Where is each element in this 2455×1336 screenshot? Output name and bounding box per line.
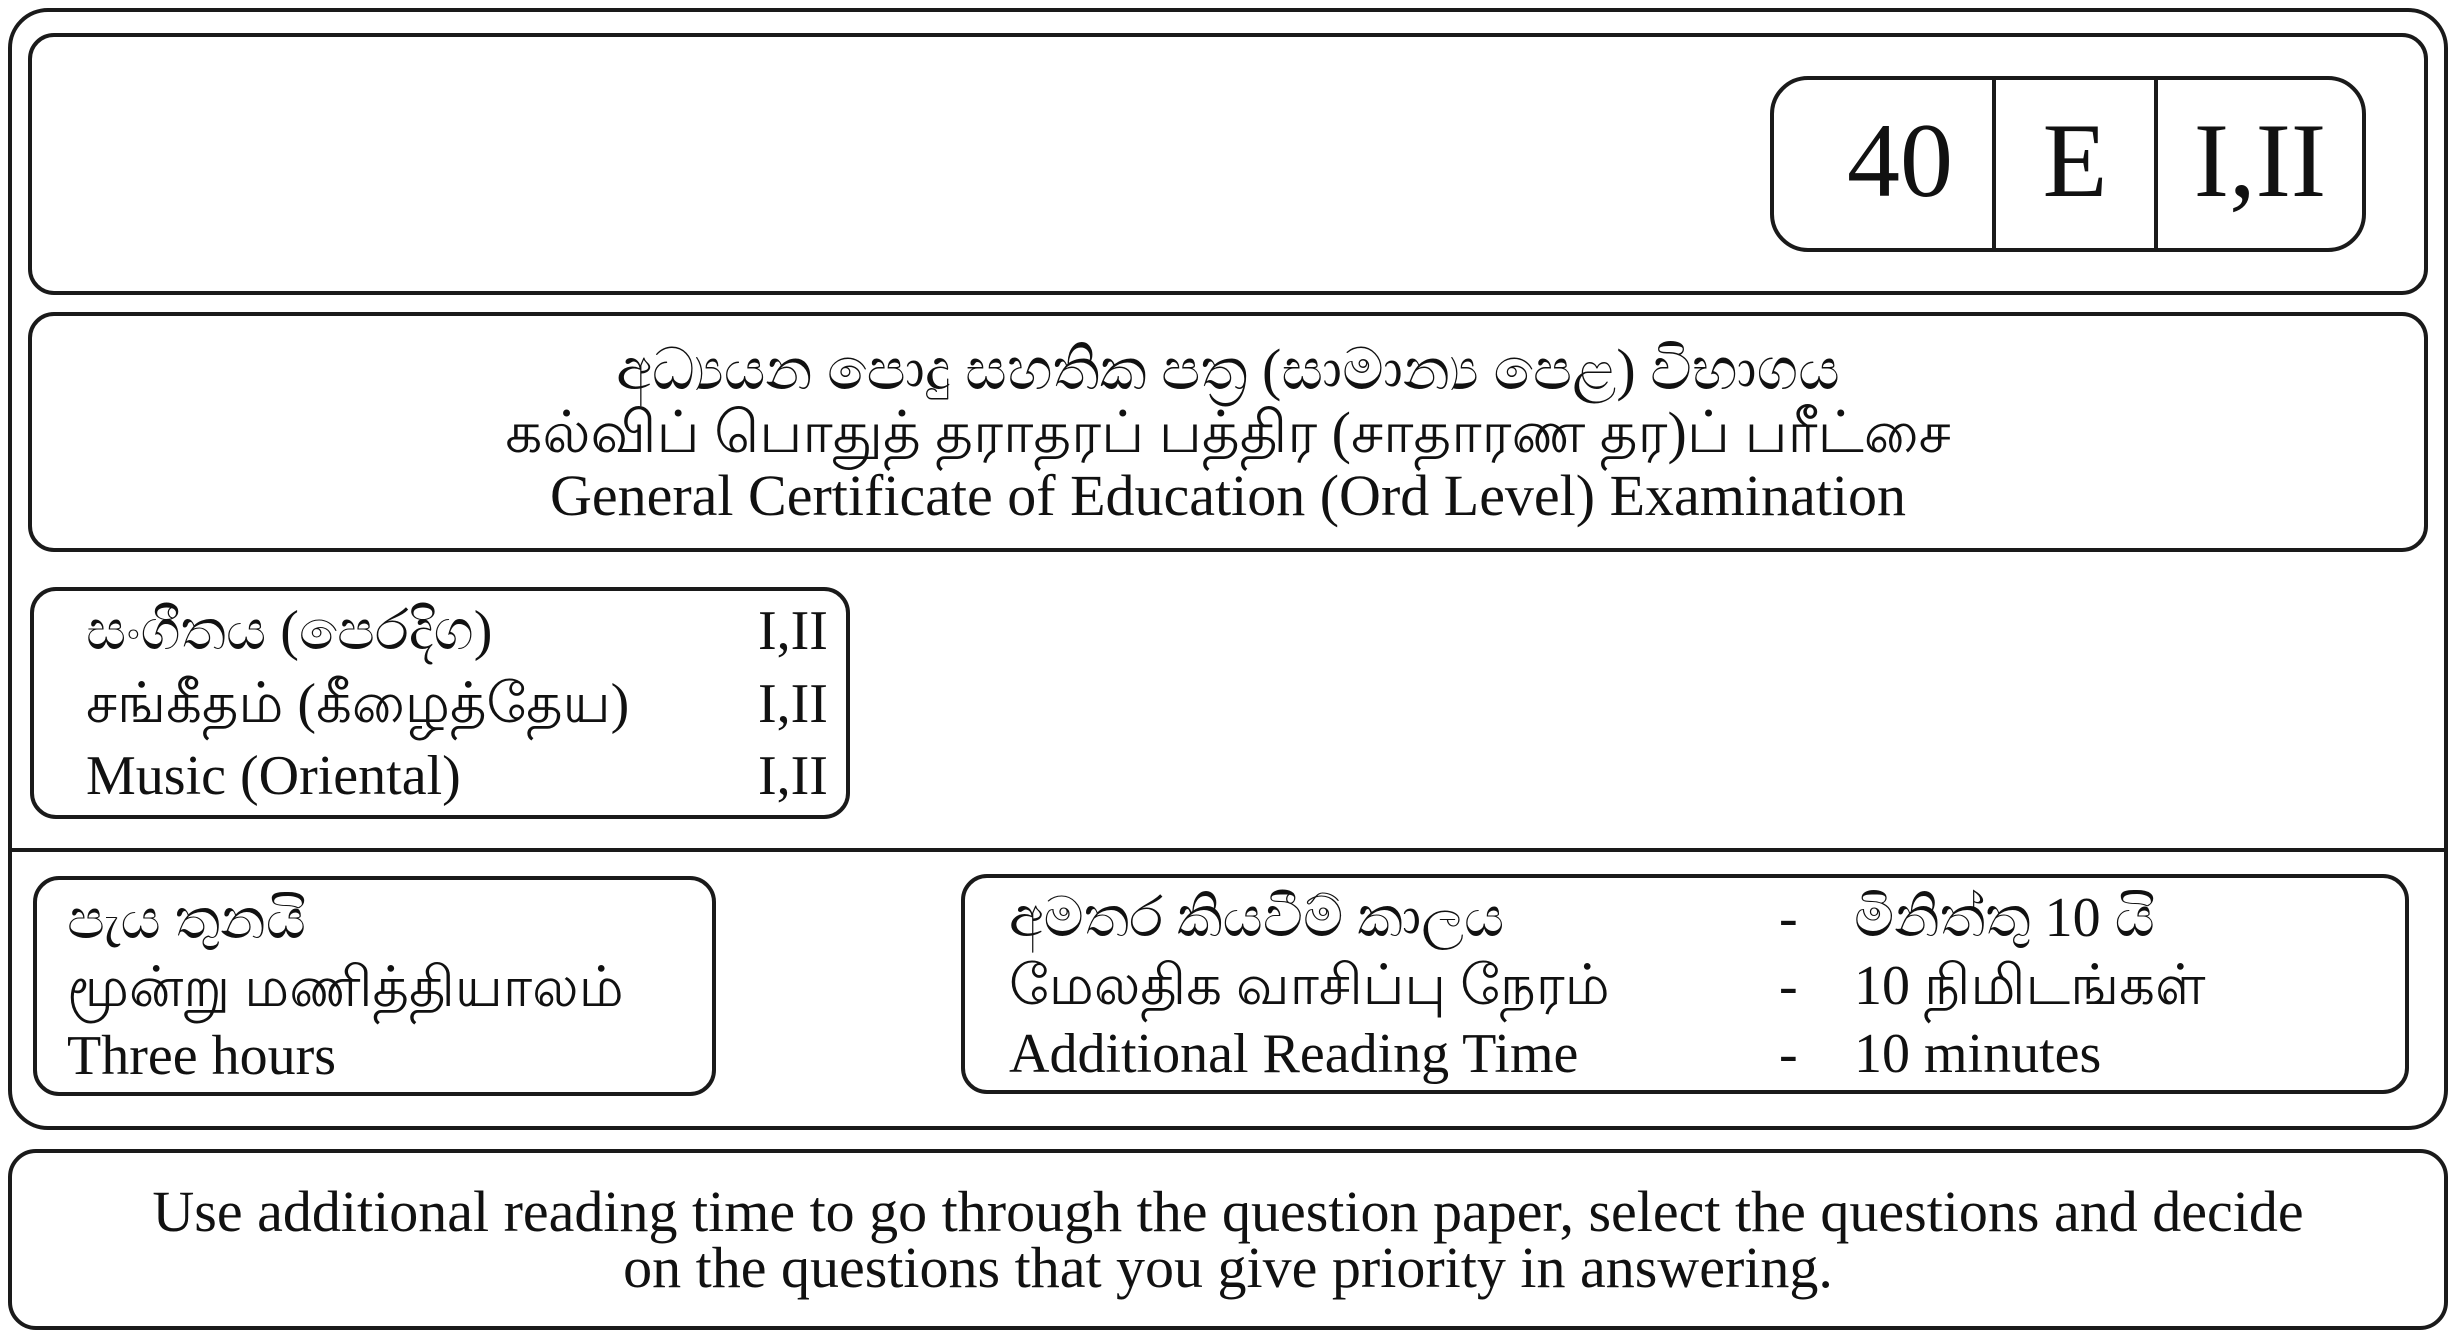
reading-time-value: 10 minutes [1854, 1023, 2102, 1085]
subject-code: I,II [758, 745, 828, 807]
reading-time-dash: - [1779, 1023, 1798, 1085]
reading-time-row [1009, 1024, 2389, 1084]
reading-time-dash: - [1779, 887, 1798, 949]
reading-time-box [961, 874, 2409, 1094]
instruction-line-2: on the questions that you give priority in answering. [623, 1234, 1833, 1300]
section-divider [8, 848, 2448, 852]
subject-name-english: Music (Oriental) [86, 745, 461, 807]
subject-code: I,II [758, 673, 828, 735]
paper-code-box [1770, 76, 2366, 252]
reading-time-row [1009, 888, 2389, 948]
exam-title-english: General Certificate of Education (Ord Level) Examination [550, 462, 1906, 528]
duration-box [33, 876, 716, 1096]
reading-time-label: மேலதிக வாசிப்பு நேரம் [1009, 955, 1610, 1017]
instruction-line-1: Use additional reading time to go through the question paper, select the questions and decide [152, 1178, 2304, 1244]
exam-title-sinhala: අධ්‍යයන පොදු සහතික පත්‍ර (සාමාන්‍ය පෙළ) විභාගය [616, 336, 1840, 402]
duration-sinhala: පැය තුනයි [67, 889, 307, 951]
subject-row [86, 674, 826, 734]
reading-time-value: මිනිත්තු 10 යි [1854, 887, 2155, 949]
subject-name-sinhala: සංගීතය (පෙරදිග) [86, 600, 493, 662]
exam-title-box [28, 312, 2428, 552]
subject-number: 40 [1847, 102, 1953, 219]
paper-parts: I,II [2154, 80, 2362, 248]
reading-time-dash: - [1779, 955, 1798, 1017]
subject-code: I,II [758, 600, 828, 662]
duration-english: Three hours [67, 1025, 337, 1087]
medium-code: E [1992, 80, 2154, 248]
duration-tamil: மூன்று மணித்தியாலம் [67, 957, 624, 1019]
subject-name-tamil: சங்கீதம் (கீழைத்தேய) [86, 673, 630, 735]
subject-row [86, 601, 826, 661]
reading-time-label: අමතර කියවීම් කාලය [1009, 887, 1505, 949]
exam-title-tamil: கல்விப் பொதுத் தராதரப் பத்திர (சாதாரண தர)ப் பரீட்சை [505, 399, 1951, 465]
reading-time-label: Additional Reading Time [1009, 1023, 1579, 1085]
reading-time-value: 10 நிமிடங்கள் [1854, 955, 2206, 1017]
subject-box [30, 587, 850, 819]
reading-time-row [1009, 956, 2389, 1016]
subject-row [86, 746, 826, 806]
instruction-box [8, 1149, 2448, 1330]
